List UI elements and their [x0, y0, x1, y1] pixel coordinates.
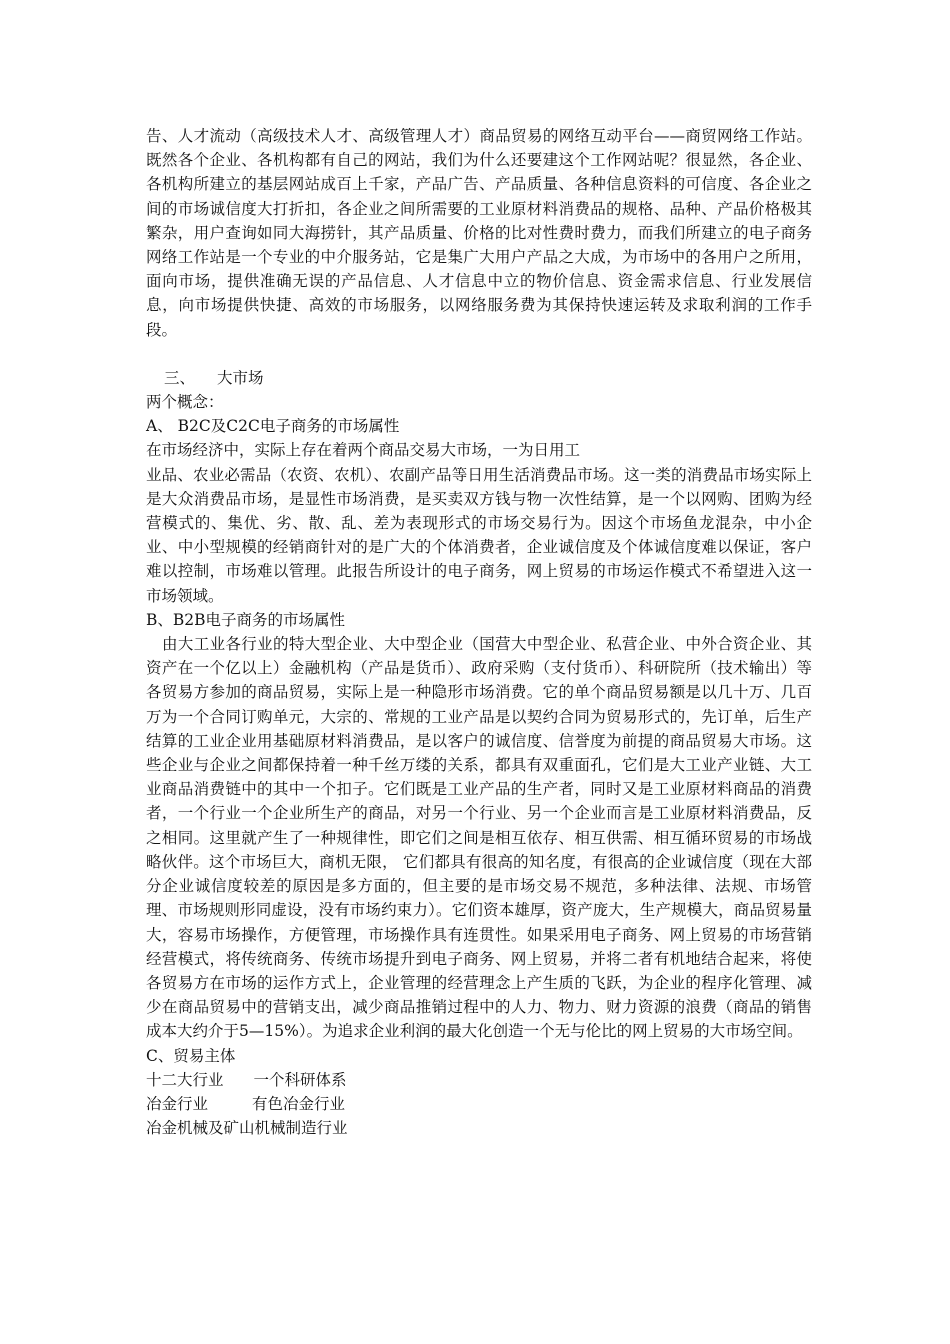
subsection-a-title: A、 B2C及C2C电子商务的市场属性 [146, 417, 400, 436]
industry-row-1-left: 十二大行业 [146, 1070, 224, 1089]
subsection-c-title: C、贸易主体 [146, 1046, 236, 1065]
subsection-a-first-line: 在市场经济中，实际上存在着两个商品交易大市场，一为日用工 [146, 441, 581, 460]
intro-paragraph: 告、人才流动（高级技术人才、高级管理人才）商品贸易的网络互动平台——商贸网络工作站。既然各个企业、各机构都有自己的网站，我们为什么还要建这个工作网站呢？很显然，各企业、各机构所建立的基层网站成百上千家，产品广告、产品质量、各种信息资料的可信度、各企业之间的市场诚信度大打折扣，各企业之间所需要的工业原材料消费品的规格、品种、产品价格极其繁杂，用户查询如同大海捞针，其产品质量、价格的比对性费时费力，而我们所建立的电子商务网络工作站是一个专业的中介服务站，它是集广大用户产品之大成，为市场中的各用户之所用，面向市场，提供准确无误的产品信息、人才信息中立的物价信息、资金需求信息、行业发展信息，向市场提供快捷、高效的市场服务，以网络服务费为其保持快速运转及求取利润的工作手段。 [146, 127, 812, 339]
industry-row-1-right: 一个科研体系 [253, 1070, 347, 1089]
section-number: 三、 [164, 368, 196, 387]
section-title: 大市场 [217, 368, 264, 387]
industry-row-2-left: 冶金行业 [146, 1094, 209, 1113]
subsection-a-paragraph: 业品、农业必需品（农资、农机）、农副产品等日用生活消费品市场。这一类的消费品市场实际上是大众消费品市场，是显性市场消费，是买卖双方钱与物一次性结算，是一个以网购、团购为经营模式的、集优、劣、散、乱、差为表现形式的市场交易行为。因这个市场鱼龙混杂，中小企业、中小型规模的经销商针对的是广大的个体消费者，企业诚信度及个体诚信度难以保证，客户难以控制，市场难以管理。此报告所设计的电子商务，网上贸易的市场运作模式不希望进入这一市场领域。 [146, 465, 812, 605]
industry-row-1 [146, 1068, 812, 1092]
subsection-b-title: B、B2B电子商务的市场属性 [146, 610, 346, 629]
subsection-b-paragraph: 由大工业各行业的特大型企业、大中型企业（国营大中型企业、私营企业、中外合资企业、其资产在一个亿以上）金融机构（产品是货币）、政府采购（支付货币）、科研院所（技术输出）等各贸易方参加的商品贸易，实际上是一种隐形市场消费。它的单个商品贸易额是以几十万、几百万为一个合同订购单元，大宗的、常规的工业产品是以契约合同为贸易形式的，先订单，后生产结算的工业企业用基础原材料消费品，是以客户的诚信度、信誉度为前提的商品贸易大市场。这些企业与企业之间都保持着一种千丝万缕的关系，都具有双重面孔，它们是大工业产业链、大工业商品消费链中的其中一个扣子。它们既是工业产品的生产者，同时又是工业原材料商品的消费者，一个行业一个企业所生产的商品，对另一个行业、另一个企业而言是工业原材料消费品，反之相同。这里就产生了一种规律性，即它们之间是相互依存、相互供需、相互循环贸易的市场战略伙伴。这个市场巨大，商机无限， 它们都具有很高的知名度，有很高的企业诚信度（现在大部分企业诚信度较差的原因是多方面的，但主要的是市场交易不规范，多种法律、法规、市场管理、市场规则形同虚设，没有市场约束力）。它们资本雄厚，资产庞大，生产规模大，商品贸易量大，容易市场操作，方便管理，市场操作具有连贯性。如果采用电子商务、网上贸易的市场营销经营模式，将传统商务、传统市场提升到电子商务、网上贸易，并将二者有机地结合起来，将使各贸易方在市场的运作方式上，企业管理的经营理念上产生质的飞跃，为企业的程序化管理、减少在商品贸易中的营销支出，减少商品推销过程中的人力、物力、财力资源的浪费（商品的销售成本大约介于5—15%）。为追求企业利润的最大化创造一个无与伦比的网上贸易的大市场空间。 [146, 635, 812, 1041]
industry-row-3: 冶金机械及矿山机械制造行业 [146, 1119, 348, 1138]
industry-row-2 [146, 1092, 812, 1116]
concepts-line: 两个概念： [146, 393, 224, 412]
section-heading [146, 366, 812, 390]
document-body [146, 124, 812, 1140]
industry-row-2-right: 有色冶金行业 [252, 1094, 346, 1113]
paragraph-gap [146, 342, 812, 366]
